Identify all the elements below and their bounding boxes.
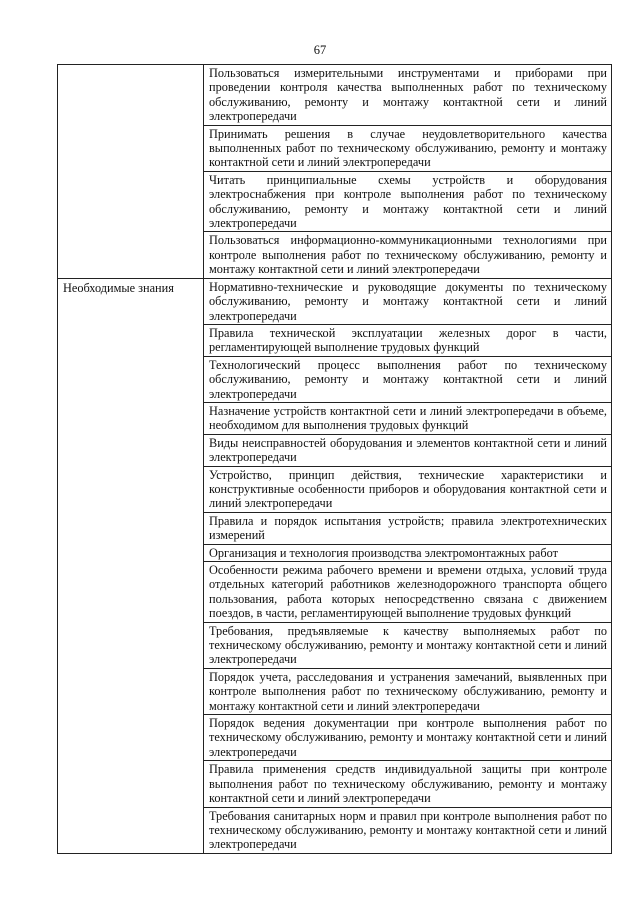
- page-number: 67: [313, 43, 327, 57]
- table-row: [58, 65, 612, 126]
- requirement-cell: Порядок ведения документации при контроле выполнения работ по техническому обслуживанию, ремонту и монтажу контактной сети и линий электропередачи: [204, 715, 612, 761]
- section-label-required-knowledge: [58, 278, 204, 853]
- requirement-cell: Правила и порядок испытания устройств; правила электротехнических измерений: [204, 512, 612, 544]
- requirement-cell: Пользоваться измерительными инструментами и приборами при проведении контроля качества выполненных работ по техническому обслуживанию, ремонту и монтажу контактной сети и линий электропередачи: [204, 65, 612, 126]
- requirement-cell: Назначение устройств контактной сети и линий электропередачи в объеме, необходимом для выполнения трудовых функций: [204, 402, 612, 434]
- table-row: [58, 278, 612, 324]
- section-label: [63, 66, 199, 67]
- requirement-cell: Принимать решения в случае неудовлетворительного качества выполненных работ по техническому обслуживанию, ремонту и монтажу контактной сети и линий электропередачи: [204, 125, 612, 171]
- requirement-cell: Технологический процесс выполнения работ по техническому обслуживанию, ремонту и монтажу контактной сети и линий электропередачи: [204, 356, 612, 402]
- requirement-cell: Правила применения средств индивидуальной защиты при контроле выполнения работ по техническому обслуживанию, ремонту и монтажу контактной сети и линий электропередачи: [204, 761, 612, 807]
- requirement-cell: Устройство, принцип действия, технические характеристики и конструктивные особенности приборов и оборудования контактной сети и линий электропередачи: [204, 466, 612, 512]
- requirement-cell: Пользоваться информационно-коммуникационными технологиями при контроле выполнения работ по техническому обслуживанию, ремонту и монтажу контактной сети и линий электропередачи: [204, 232, 612, 278]
- requirements-table: [57, 64, 612, 854]
- requirements-table-body: [58, 65, 612, 854]
- requirement-cell: Организация и технология производства электромонтажных работ: [204, 544, 612, 561]
- requirement-cell: Порядок учета, расследования и устранения замечаний, выявленных при контроле выполнения работ по техническому обслуживанию, ремонту и монтажу контактной сети и линий электропередачи: [204, 668, 612, 714]
- requirement-cell: Виды неисправностей оборудования и элементов контактной сети и линий электропередачи: [204, 434, 612, 466]
- requirement-cell: Нормативно-технические и руководящие документы по техническому обслуживанию, ремонту и монтажу контактной сети и линий электропередачи: [204, 278, 612, 324]
- section-label: Необходимые знания: [63, 280, 174, 295]
- requirement-cell: Правила технической эксплуатации железных дорог в части, регламентирующей выполнение трудовых функций: [204, 324, 612, 356]
- requirement-cell: Читать принципиальные схемы устройств и оборудования электроснабжения при контроле выполнения работ по техническому обслуживанию, ремонту и монтажу контактной сети и линий электропередачи: [204, 171, 612, 232]
- section-label-cell: [58, 65, 204, 279]
- requirement-cell: Требования, предъявляемые к качеству выполняемых работ по техническому обслуживанию, ремонту и монтажу контактной сети и линий электропередачи: [204, 622, 612, 668]
- requirement-cell: Особенности режима рабочего времени и времени отдыха, условий труда отдельных категорий работников железнодорожного транспорта общего пользования, работа которых непосредственно связана с движением поездов, в части, регламентирующей выполнение трудовых функций: [204, 562, 612, 623]
- requirement-cell: Требования санитарных норм и правил при контроле выполнения работ по техническому обслуживанию, ремонту и монтажу контактной сети и линий электропередачи: [204, 807, 612, 853]
